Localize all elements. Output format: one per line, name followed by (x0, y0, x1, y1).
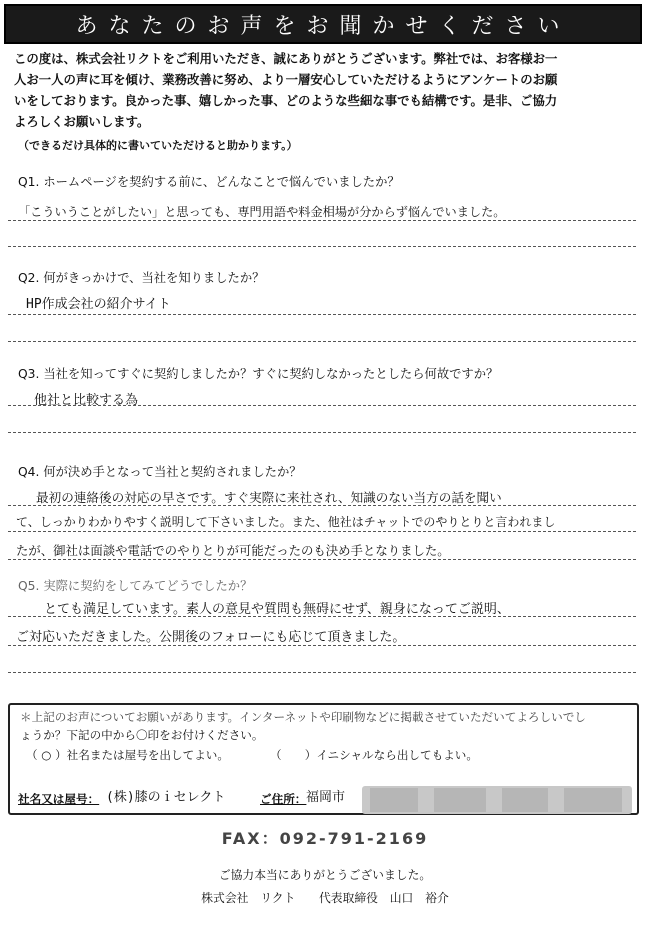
consent-text: ＊上記のお声についてお願いがあります。インターネットや印刷物などに掲載させていただいてよろしいでし (20, 710, 586, 724)
company-name-label: 社名又は屋号： (18, 792, 100, 806)
consent-option-initials[interactable]: （ ）イニシャルなら出してもよい。 (270, 748, 478, 762)
banner-title: あなたのお声をお聞かせください (75, 13, 571, 39)
consent-option-company-name[interactable]: （ ○ ）社名または屋号を出してよい。 (26, 748, 229, 762)
thanks-message: ご協力本当にありがとうございました。 (218, 868, 432, 882)
question-3-label: Q3. 当社を知ってすぐに契約しましたか？すぐに契約しなかったとしたら何故ですか？ (18, 367, 499, 381)
company-name-value[interactable]: (株)膝のｉセレクト (106, 790, 226, 805)
question-5-answer-line: ご対応いただきました。公開後のフォローにも応じて頂きました。 (16, 630, 406, 645)
fax-number: FAX：092-791-2169 (221, 829, 429, 848)
answer-rule (8, 616, 636, 617)
redacted-address-blur (362, 786, 632, 814)
question-1-answer: 「こういうことがしたい」と思っても、専門用語や料金相場が分からず悩んでいました。 (18, 205, 506, 219)
intro-line: いをしております。良かった事、嬉しかった事、どのような些細な事でも結構です。是非、ご協力 (14, 93, 558, 108)
consent-text: ょうか？下記の中から〇印をお付けください。 (20, 728, 264, 742)
question-3-answer: 他社と比較する為 (34, 393, 139, 408)
intro-note: （できるだけ具体的に書いていただけると助かります。） (18, 139, 298, 152)
question-1-label: Q1. ホームページを契約する前に、どんなことで悩んでいましたか？ (18, 175, 400, 189)
question-2-label: Q2. 何がきっかけで、当社を知りましたか？ (18, 271, 265, 285)
answer-rule (8, 246, 636, 247)
answer-rule (8, 505, 636, 506)
answer-rule (8, 559, 636, 560)
question-5-answer-line: とても満足しています。素人の意見や質問も無碍にせず、親身になってご説明、 (44, 602, 510, 617)
question-4-answer-line: て、しっかりわかりやすく説明して下さいました。また、他社はチャットでのやりとりと言われまし (16, 515, 556, 529)
question-5-label: Q5. 実際に契約をしてみてどうでしたか？ (18, 579, 253, 593)
survey-banner (4, 4, 642, 44)
intro-line: 人お一人の声に耳を傾け、業務改善に努め、より一層安心していただけるようにアンケートのお願 (14, 72, 558, 87)
answer-rule (8, 645, 636, 646)
intro-line: よろしくお願いします。 (14, 114, 150, 129)
intro-paragraph (14, 48, 640, 132)
answer-rule (8, 672, 636, 673)
answer-rule (8, 531, 636, 532)
address-label: ご住所： (260, 792, 307, 806)
answer-rule (8, 405, 636, 406)
question-4-answer-line: 最初の連絡後の対応の早さです。すぐ実際に来社され、知識のない当方の話を聞い (36, 490, 502, 505)
answer-rule (8, 220, 636, 221)
answer-rule (8, 341, 636, 342)
question-4-answer-line: たが、御社は面談や電話でのやりとりが可能だったのも決め手となりました。 (16, 543, 450, 558)
answer-rule (8, 432, 636, 433)
answer-rule (8, 314, 636, 315)
intro-line: この度は、株式会社リクトをご利用いただき、誠にありがとうございます。弊社では、お客様お一 (14, 51, 558, 66)
consent-box (8, 703, 639, 815)
question-2-answer: HP作成会社の紹介サイト (26, 297, 171, 312)
company-signature: 株式会社 リクト 代表取締役 山口 裕介 (201, 891, 449, 905)
question-4-label: Q4. 何が決め手となって当社と契約されましたか？ (18, 465, 302, 479)
address-value[interactable]: 福岡市 (306, 790, 346, 805)
